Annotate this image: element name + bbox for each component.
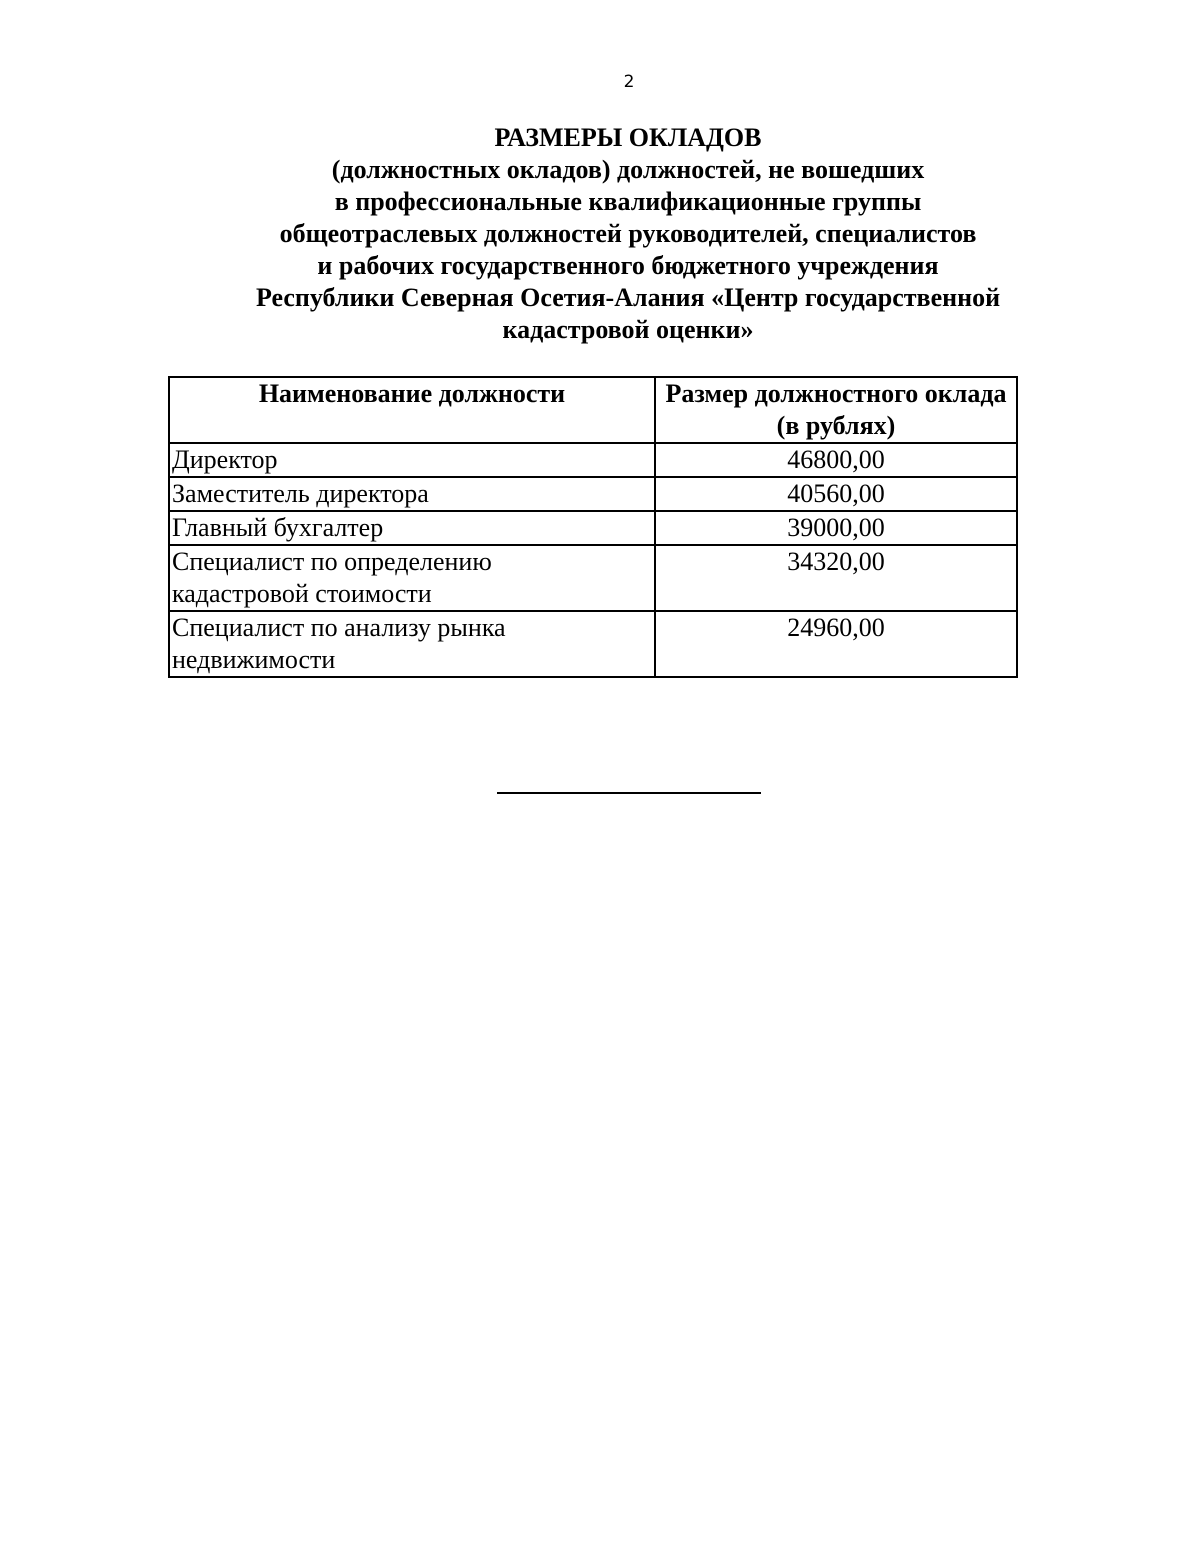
- title-line: Республики Северная Осетия-Алания «Центр государственной: [255, 283, 1001, 312]
- position-name-cell: [169, 511, 655, 545]
- header-salary-line: (в рублях): [776, 411, 896, 440]
- salary-cell: 24960,00: [655, 611, 1017, 677]
- title-line: в профессиональные квалификационные группы: [334, 187, 922, 216]
- position-name: Специалист по определению: [172, 547, 492, 576]
- document-title: [128, 122, 1128, 346]
- position-name-cell: [169, 545, 655, 611]
- position-name-cell: [169, 477, 655, 511]
- title-line: кадастровой оценки»: [502, 315, 754, 344]
- table-row: [169, 611, 1017, 677]
- position-name: Специалист по анализу рынка: [172, 613, 506, 642]
- title-line: (должностных окладов) должностей, не вошедших: [331, 155, 925, 184]
- position-name-continued: недвижимости: [172, 645, 336, 674]
- position-name: Заместитель директора: [172, 479, 429, 508]
- page-number: 2: [623, 72, 635, 92]
- table-header-row: [169, 377, 1017, 443]
- header-salary: [655, 377, 1017, 443]
- title-line: и рабочих государственного бюджетного учреждения: [317, 251, 939, 280]
- salary-cell: 34320,00: [655, 545, 1017, 611]
- title-line: РАЗМЕРЫ ОКЛАДОВ: [494, 123, 762, 152]
- table-row: [169, 443, 1017, 477]
- table-row: [169, 545, 1017, 611]
- table-row: [169, 511, 1017, 545]
- table-row: [169, 477, 1017, 511]
- salary-cell: 40560,00: [655, 477, 1017, 511]
- salary-cell: 39000,00: [655, 511, 1017, 545]
- header-position-name: Наименование должности: [169, 377, 655, 443]
- title-line: общеотраслевых должностей руководителей, специалистов: [279, 219, 977, 248]
- end-divider-line: [497, 792, 761, 794]
- position-name-cell: [169, 611, 655, 677]
- salary-cell: 46800,00: [655, 443, 1017, 477]
- position-name: Главный бухгалтер: [172, 513, 384, 542]
- header-salary-line: Размер должностного оклада: [665, 379, 1007, 408]
- position-name: Директор: [172, 445, 278, 474]
- salary-table: [168, 376, 1018, 678]
- position-name-cell: [169, 443, 655, 477]
- position-name-continued: кадастровой стоимости: [172, 579, 432, 608]
